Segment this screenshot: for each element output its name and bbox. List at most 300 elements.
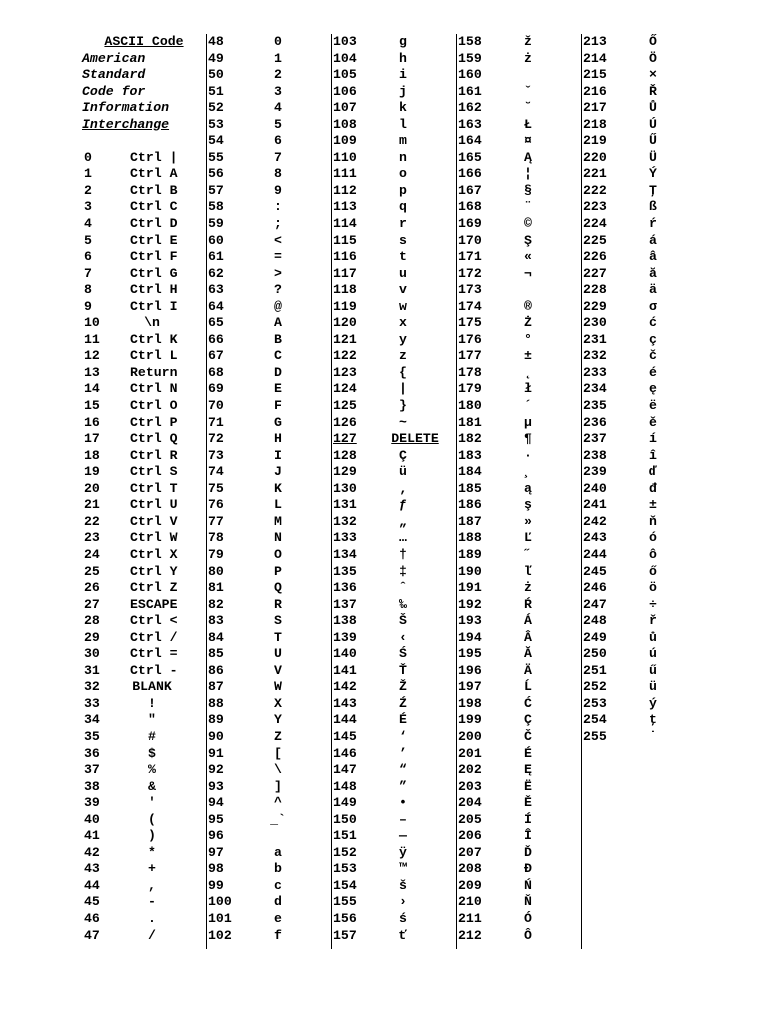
ascii-code: 63 bbox=[208, 282, 224, 298]
ascii-code: 2 bbox=[84, 182, 92, 198]
table-row bbox=[456, 878, 580, 895]
table-row bbox=[206, 299, 330, 316]
table-row bbox=[331, 564, 455, 581]
table-row bbox=[331, 580, 455, 597]
ascii-char: § bbox=[524, 182, 532, 198]
ascii-code: 29 bbox=[84, 629, 100, 645]
table-row bbox=[456, 166, 580, 183]
table-row bbox=[82, 812, 206, 829]
ascii-code: 210 bbox=[458, 894, 482, 910]
ascii-code: 74 bbox=[208, 464, 224, 480]
ascii-code: 234 bbox=[583, 381, 607, 397]
ascii-code: 39 bbox=[84, 795, 100, 811]
ascii-char: Ů bbox=[649, 100, 657, 116]
table-row bbox=[331, 812, 455, 829]
ascii-char: J bbox=[274, 464, 282, 480]
table-row bbox=[206, 34, 330, 51]
ascii-char: Ctrl < bbox=[130, 613, 178, 629]
header-line: American bbox=[82, 50, 146, 66]
ascii-code: 204 bbox=[458, 795, 482, 811]
table-row bbox=[456, 381, 580, 398]
ascii-code: 206 bbox=[458, 828, 482, 844]
ascii-char: É bbox=[524, 745, 532, 761]
ascii-char: × bbox=[649, 67, 657, 83]
table-row bbox=[581, 183, 705, 200]
ascii-code: 255 bbox=[583, 728, 607, 744]
ascii-char: ú bbox=[649, 646, 657, 662]
ascii-char: ƒ bbox=[399, 497, 407, 513]
ascii-code: 190 bbox=[458, 563, 482, 579]
ascii-code: 208 bbox=[458, 861, 482, 877]
ascii-char: ˛ bbox=[524, 364, 532, 380]
ascii-code: 174 bbox=[458, 298, 482, 314]
ascii-code: 152 bbox=[333, 844, 357, 860]
table-row bbox=[206, 464, 330, 481]
table-row bbox=[82, 216, 206, 233]
ascii-code: 237 bbox=[583, 431, 607, 447]
ascii-char: ‰ bbox=[399, 596, 407, 612]
table-row bbox=[206, 861, 330, 878]
ascii-code: 101 bbox=[208, 910, 232, 926]
table-row bbox=[456, 580, 580, 597]
table-row bbox=[331, 233, 455, 250]
table-row bbox=[206, 497, 330, 514]
table-row bbox=[581, 630, 705, 647]
ascii-code: 117 bbox=[333, 265, 357, 281]
ascii-char: Ctrl N bbox=[130, 381, 178, 397]
table-row bbox=[82, 928, 206, 945]
ascii-code: 3 bbox=[84, 199, 92, 215]
ascii-code: 81 bbox=[208, 580, 224, 596]
table-row bbox=[82, 762, 206, 779]
ascii-char: ± bbox=[649, 497, 657, 513]
table-row bbox=[206, 812, 330, 829]
table-row bbox=[206, 795, 330, 812]
ascii-char: Ľ bbox=[524, 530, 532, 546]
ascii-char: + bbox=[148, 861, 156, 877]
ascii-code: 140 bbox=[333, 646, 357, 662]
ascii-code: 241 bbox=[583, 497, 607, 513]
ascii-code: 16 bbox=[84, 414, 100, 430]
table-row bbox=[206, 762, 330, 779]
table-row bbox=[331, 348, 455, 365]
ascii-code: 228 bbox=[583, 282, 607, 298]
table-row bbox=[331, 381, 455, 398]
ascii-code: 240 bbox=[583, 480, 607, 496]
table-row bbox=[456, 746, 580, 763]
ascii-char: Ctrl S bbox=[130, 464, 178, 480]
table-row bbox=[581, 299, 705, 316]
table-row bbox=[456, 266, 580, 283]
ascii-code: 111 bbox=[333, 166, 357, 182]
ascii-code: 103 bbox=[333, 34, 357, 49]
ascii-char: Ł bbox=[524, 116, 532, 132]
ascii-code: 122 bbox=[333, 348, 357, 364]
ascii-char: 4 bbox=[274, 100, 282, 116]
ascii-code: 49 bbox=[208, 50, 224, 66]
ascii-code: 251 bbox=[583, 662, 607, 678]
ascii-code: 243 bbox=[583, 530, 607, 546]
table-row bbox=[331, 266, 455, 283]
table-row bbox=[206, 481, 330, 498]
table-row bbox=[456, 928, 580, 945]
table-row bbox=[82, 828, 206, 845]
ascii-char: Ctrl U bbox=[130, 497, 178, 513]
table-row bbox=[331, 448, 455, 465]
table-row bbox=[456, 464, 580, 481]
ascii-code: 19 bbox=[84, 464, 100, 480]
ascii-code: 227 bbox=[583, 265, 607, 281]
ascii-code: 8 bbox=[84, 282, 92, 298]
ascii-code: 108 bbox=[333, 116, 357, 132]
ascii-char: x bbox=[399, 315, 407, 331]
column-1 bbox=[82, 34, 206, 944]
ascii-code: 235 bbox=[583, 398, 607, 414]
table-row bbox=[331, 299, 455, 316]
table-row bbox=[82, 746, 206, 763]
ascii-code: 197 bbox=[458, 679, 482, 695]
ascii-char: C bbox=[274, 348, 282, 364]
ascii-code: 95 bbox=[208, 811, 224, 827]
ascii-code: 161 bbox=[458, 83, 482, 99]
ascii-char: ¸ bbox=[524, 464, 532, 480]
ascii-char: * bbox=[148, 844, 156, 860]
ascii-char: ą bbox=[524, 480, 532, 496]
ascii-char: p bbox=[399, 182, 407, 198]
ascii-code: 96 bbox=[208, 828, 224, 844]
ascii-char: v bbox=[399, 282, 407, 298]
table-row bbox=[456, 299, 580, 316]
ascii-char: © bbox=[524, 216, 532, 232]
ascii-char: Ctrl Z bbox=[130, 580, 178, 596]
ascii-code: 185 bbox=[458, 480, 482, 496]
table-row bbox=[331, 150, 455, 167]
ascii-code: 147 bbox=[333, 762, 357, 778]
ascii-code: 61 bbox=[208, 249, 224, 265]
ascii-code: 193 bbox=[458, 613, 482, 629]
ascii-char: Ctrl D bbox=[130, 216, 178, 232]
ascii-code: 75 bbox=[208, 480, 224, 496]
ascii-char: 0 bbox=[274, 34, 282, 49]
table-row bbox=[82, 166, 206, 183]
ascii-char: q bbox=[399, 199, 407, 215]
ascii-code: 131 bbox=[333, 497, 357, 513]
ascii-char: Ŕ bbox=[524, 596, 532, 612]
ascii-code: 158 bbox=[458, 34, 482, 49]
ascii-char: e bbox=[274, 910, 282, 926]
ascii-char: ő bbox=[649, 563, 657, 579]
table-row bbox=[82, 249, 206, 266]
ascii-char: / bbox=[148, 927, 156, 943]
ascii-code: 92 bbox=[208, 762, 224, 778]
table-row bbox=[581, 398, 705, 415]
ascii-code: 200 bbox=[458, 728, 482, 744]
table-row bbox=[456, 845, 580, 862]
header-line: Code for bbox=[82, 83, 146, 99]
table-row bbox=[456, 530, 580, 547]
ascii-code: 192 bbox=[458, 596, 482, 612]
table-row bbox=[331, 216, 455, 233]
ascii-code: 220 bbox=[583, 149, 607, 165]
ascii-code: 242 bbox=[583, 513, 607, 529]
ascii-code: 68 bbox=[208, 364, 224, 380]
table-row bbox=[331, 646, 455, 663]
ascii-char: ň bbox=[649, 513, 657, 529]
ascii-code: 51 bbox=[208, 83, 224, 99]
ascii-code: 36 bbox=[84, 745, 100, 761]
ascii-code: 13 bbox=[84, 364, 100, 380]
table-row bbox=[331, 828, 455, 845]
ascii-code: 102 bbox=[208, 927, 232, 943]
ascii-code: 179 bbox=[458, 381, 482, 397]
table-row bbox=[456, 762, 580, 779]
ascii-code: 238 bbox=[583, 447, 607, 463]
table-row bbox=[456, 249, 580, 266]
ascii-code: 213 bbox=[583, 34, 607, 49]
ascii-code: 214 bbox=[583, 50, 607, 66]
ascii-code: 85 bbox=[208, 646, 224, 662]
table-row bbox=[331, 712, 455, 729]
ascii-code: 211 bbox=[458, 910, 482, 926]
table-row bbox=[581, 348, 705, 365]
table-row bbox=[206, 712, 330, 729]
ascii-char: n bbox=[399, 149, 407, 165]
ascii-char: ü bbox=[649, 679, 657, 695]
ascii-char: Ctrl C bbox=[130, 199, 178, 215]
ascii-code: 169 bbox=[458, 216, 482, 232]
ascii-char: < bbox=[274, 232, 282, 248]
table-row bbox=[206, 928, 330, 945]
ascii-code: 145 bbox=[333, 728, 357, 744]
table-row bbox=[581, 381, 705, 398]
ascii-code: 126 bbox=[333, 414, 357, 430]
ascii-code: 57 bbox=[208, 182, 224, 198]
table-row bbox=[331, 597, 455, 614]
table-row bbox=[456, 415, 580, 432]
ascii-code: 14 bbox=[84, 381, 100, 397]
table-row bbox=[581, 696, 705, 713]
table-row bbox=[206, 729, 330, 746]
ascii-code: 118 bbox=[333, 282, 357, 298]
ascii-code: 194 bbox=[458, 629, 482, 645]
ascii-code: 154 bbox=[333, 877, 357, 893]
ascii-char: z bbox=[399, 348, 407, 364]
ascii-char: ô bbox=[649, 546, 657, 562]
ascii-code: 160 bbox=[458, 67, 482, 83]
table-row bbox=[82, 580, 206, 597]
table-row bbox=[206, 415, 330, 432]
ascii-char: j bbox=[399, 83, 407, 99]
ascii-code: 15 bbox=[84, 398, 100, 414]
ascii-code: 229 bbox=[583, 298, 607, 314]
table-row bbox=[82, 315, 206, 332]
ascii-char: ® bbox=[524, 298, 532, 314]
table-row bbox=[206, 199, 330, 216]
ascii-char: Ctrl A bbox=[130, 166, 178, 182]
ascii-code: 106 bbox=[333, 83, 357, 99]
ascii-char: 1 bbox=[274, 50, 282, 66]
table-row bbox=[581, 679, 705, 696]
ascii-char: W bbox=[274, 679, 282, 695]
ascii-code: 91 bbox=[208, 745, 224, 761]
ascii-code: 77 bbox=[208, 513, 224, 529]
ascii-code: 222 bbox=[583, 182, 607, 198]
ascii-code: 232 bbox=[583, 348, 607, 364]
table-row bbox=[331, 431, 455, 448]
ascii-char: f bbox=[274, 927, 282, 943]
ascii-char: V bbox=[274, 662, 282, 678]
table-row bbox=[331, 34, 455, 51]
ascii-char: Ď bbox=[524, 844, 532, 860]
ascii-char: é bbox=[649, 364, 657, 380]
ascii-code: 48 bbox=[208, 34, 224, 49]
table-row bbox=[456, 431, 580, 448]
ascii-char: Ç bbox=[524, 712, 532, 728]
table-row bbox=[82, 497, 206, 514]
ascii-char: ŕ bbox=[649, 216, 657, 232]
ascii-char: Ö bbox=[649, 50, 657, 66]
ascii-char: o bbox=[399, 166, 407, 182]
ascii-char: … bbox=[399, 530, 407, 546]
ascii-char: - bbox=[148, 894, 156, 910]
table-row bbox=[581, 481, 705, 498]
table-row bbox=[206, 216, 330, 233]
ascii-char: @ bbox=[274, 298, 282, 314]
table-row bbox=[206, 282, 330, 299]
ascii-char: ( bbox=[148, 811, 156, 827]
ascii-code: 6 bbox=[84, 249, 92, 265]
ascii-code: 178 bbox=[458, 364, 482, 380]
ascii-code: 53 bbox=[208, 116, 224, 132]
table-row bbox=[206, 646, 330, 663]
ascii-code: 254 bbox=[583, 712, 607, 728]
ascii-char: ˝ bbox=[524, 546, 532, 562]
table-row bbox=[456, 679, 580, 696]
table-row bbox=[331, 911, 455, 928]
table-row bbox=[581, 315, 705, 332]
ascii-code: 69 bbox=[208, 381, 224, 397]
ascii-char: BLANK bbox=[132, 679, 172, 695]
ascii-char: Ctrl / bbox=[130, 629, 178, 645]
ascii-code: 231 bbox=[583, 331, 607, 347]
ascii-char: ţ bbox=[649, 712, 657, 728]
ascii-code: 151 bbox=[333, 828, 357, 844]
ascii-char: S bbox=[274, 613, 282, 629]
ascii-code: 157 bbox=[333, 927, 357, 943]
ascii-char: « bbox=[524, 249, 532, 265]
ascii-char: Ţ bbox=[649, 182, 657, 198]
ascii-char: Ctrl W bbox=[130, 530, 178, 546]
ascii-char: ¦ bbox=[524, 166, 532, 182]
ascii-code: 138 bbox=[333, 613, 357, 629]
ascii-code: 139 bbox=[333, 629, 357, 645]
table-row bbox=[206, 100, 330, 117]
table-row bbox=[206, 381, 330, 398]
ascii-code: 224 bbox=[583, 216, 607, 232]
ascii-char: g bbox=[399, 34, 407, 49]
ascii-code: 71 bbox=[208, 414, 224, 430]
ascii-char: ă bbox=[649, 265, 657, 281]
ascii-char: Ű bbox=[649, 133, 657, 149]
ascii-code: 78 bbox=[208, 530, 224, 546]
ascii-code: 41 bbox=[84, 828, 100, 844]
ascii-char: ¤ bbox=[524, 133, 532, 149]
ascii-char: ; bbox=[274, 216, 282, 232]
ascii-char: Ż bbox=[524, 315, 532, 331]
ascii-code: 52 bbox=[208, 100, 224, 116]
ascii-code: 73 bbox=[208, 447, 224, 463]
ascii-char: Ř bbox=[649, 83, 657, 99]
ascii-char: Z bbox=[274, 728, 282, 744]
ascii-char: Ctrl P bbox=[130, 414, 178, 430]
table-row bbox=[206, 431, 330, 448]
ascii-char: { bbox=[399, 364, 407, 380]
table-row bbox=[82, 795, 206, 812]
ascii-code: 196 bbox=[458, 662, 482, 678]
ascii-char: Ctrl O bbox=[130, 398, 178, 414]
ascii-code: 33 bbox=[84, 695, 100, 711]
ascii-code: 121 bbox=[333, 331, 357, 347]
column-1-rows bbox=[82, 150, 206, 944]
table-row bbox=[206, 448, 330, 465]
table-row bbox=[206, 117, 330, 134]
table-row bbox=[456, 779, 580, 796]
ascii-char: ° bbox=[524, 331, 532, 347]
ascii-char: Ô bbox=[524, 927, 532, 943]
ascii-char: ß bbox=[649, 199, 657, 215]
ascii-code: 112 bbox=[333, 182, 357, 198]
table-row bbox=[331, 415, 455, 432]
ascii-code: 207 bbox=[458, 844, 482, 860]
ascii-char: Ź bbox=[399, 695, 407, 711]
table-row bbox=[82, 266, 206, 283]
ascii-char: Ä bbox=[524, 662, 532, 678]
ascii-code: 5 bbox=[84, 232, 92, 248]
ascii-code: 127 bbox=[333, 431, 357, 447]
ascii-code: 212 bbox=[458, 927, 482, 943]
ascii-code: 137 bbox=[333, 596, 357, 612]
ascii-char: Ś bbox=[399, 646, 407, 662]
table-row bbox=[456, 34, 580, 51]
ascii-code: 155 bbox=[333, 894, 357, 910]
ascii-code: 225 bbox=[583, 232, 607, 248]
ascii-code: 199 bbox=[458, 712, 482, 728]
ascii-char: \n bbox=[144, 315, 160, 331]
ascii-code: 37 bbox=[84, 762, 100, 778]
ascii-code: 171 bbox=[458, 249, 482, 265]
header-title-row bbox=[82, 34, 206, 51]
ascii-char: # bbox=[148, 728, 156, 744]
ascii-code: 173 bbox=[458, 282, 482, 298]
table-row bbox=[82, 845, 206, 862]
ascii-code: 72 bbox=[208, 431, 224, 447]
table-row bbox=[331, 315, 455, 332]
ascii-char: U bbox=[274, 646, 282, 662]
ascii-char: B bbox=[274, 331, 282, 347]
ascii-code: 135 bbox=[333, 563, 357, 579]
ascii-char: – bbox=[399, 811, 407, 827]
ascii-char: ď bbox=[649, 464, 657, 480]
table-row bbox=[581, 514, 705, 531]
ascii-char: Ctrl | bbox=[130, 149, 178, 165]
ascii-code: 66 bbox=[208, 331, 224, 347]
table-row bbox=[206, 514, 330, 531]
ascii-char: Ctrl E bbox=[130, 232, 178, 248]
ascii-char: · bbox=[524, 447, 532, 463]
ascii-char: Ctrl V bbox=[130, 513, 178, 529]
ascii-char: ÷ bbox=[649, 596, 657, 612]
table-row bbox=[456, 365, 580, 382]
